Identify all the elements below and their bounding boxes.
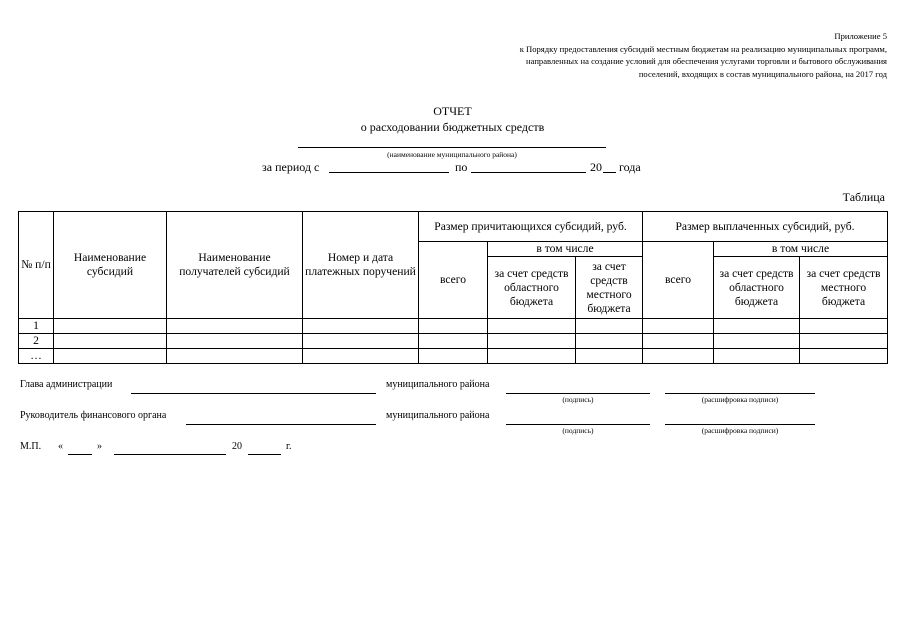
head-name-field[interactable] bbox=[131, 393, 376, 394]
head-signature-caption: (подпись) bbox=[562, 395, 594, 404]
table-cell[interactable] bbox=[419, 334, 488, 349]
date-year-prefix: 20 bbox=[232, 441, 242, 452]
table-cell[interactable] bbox=[167, 334, 303, 349]
table-cell[interactable] bbox=[800, 334, 888, 349]
head-decode-caption: (расшифровка подписи) bbox=[701, 395, 779, 404]
period-year-field[interactable] bbox=[603, 172, 616, 173]
head-label: Глава администрации bbox=[20, 379, 113, 390]
table-cell[interactable] bbox=[488, 334, 576, 349]
date-year-suffix: г. bbox=[286, 441, 292, 452]
table-cell[interactable] bbox=[714, 319, 800, 334]
report-table bbox=[18, 211, 888, 364]
header-paid-total: всего bbox=[643, 242, 714, 319]
row-number: … bbox=[19, 349, 54, 364]
header-due-including: в том числе bbox=[488, 242, 643, 257]
period-prefix: за период с bbox=[262, 160, 320, 174]
table-cell[interactable] bbox=[54, 334, 167, 349]
table-cell[interactable] bbox=[576, 349, 643, 364]
finance-decode-field[interactable] bbox=[665, 424, 815, 425]
header-due-local: за счет средств местного бюджета bbox=[576, 257, 643, 319]
period-start-field[interactable] bbox=[329, 172, 449, 173]
table-cell[interactable] bbox=[303, 319, 419, 334]
table-cell[interactable] bbox=[54, 349, 167, 364]
appendix-line-1: Приложение 5 bbox=[834, 31, 887, 41]
header-due-group: Размер причитающихся субсидий, руб. bbox=[419, 212, 643, 242]
head-region-label: муниципального района bbox=[386, 379, 490, 390]
table-row bbox=[19, 334, 888, 349]
table-row bbox=[19, 319, 888, 334]
table-cell[interactable] bbox=[303, 334, 419, 349]
table-cell[interactable] bbox=[488, 319, 576, 334]
period-mid: по bbox=[455, 160, 468, 174]
date-quote-close: » bbox=[97, 441, 102, 452]
table-cell[interactable] bbox=[167, 319, 303, 334]
appendix-line-3: направленных на создание условий для обеспечения услугами торговли и бытового обслуживания bbox=[526, 56, 887, 67]
table-cell[interactable] bbox=[419, 319, 488, 334]
table-cell[interactable] bbox=[576, 319, 643, 334]
table-cell[interactable] bbox=[800, 319, 888, 334]
finance-label: Руководитель финансового органа bbox=[20, 410, 167, 421]
period-suffix: года bbox=[619, 160, 641, 174]
head-decode-field[interactable] bbox=[665, 393, 815, 394]
header-paid-group: Размер выплаченных субсидий, руб. bbox=[643, 212, 888, 242]
table-cell[interactable] bbox=[576, 334, 643, 349]
period-end-field[interactable] bbox=[471, 172, 586, 173]
table-cell[interactable] bbox=[714, 349, 800, 364]
appendix-line-2: к Порядку предоставления субсидий местным бюджетам на реализацию муниципальных программ, bbox=[519, 43, 887, 54]
table-cell[interactable] bbox=[303, 349, 419, 364]
finance-name-field[interactable] bbox=[186, 424, 376, 425]
header-payment-orders: Номер и дата платежных поручений bbox=[303, 212, 419, 319]
table-cell[interactable] bbox=[643, 349, 714, 364]
table-cell[interactable] bbox=[643, 334, 714, 349]
finance-region-label: муниципального района bbox=[386, 410, 490, 421]
report-title: ОТЧЕТ bbox=[433, 104, 472, 118]
stamp-label: М.П. bbox=[20, 441, 42, 452]
finance-decode-caption: (расшифровка подписи) bbox=[701, 426, 779, 435]
finance-signature-field[interactable] bbox=[506, 424, 650, 425]
appendix-line-4: поселений, входящих в состав муниципального района, на 2017 год bbox=[638, 68, 887, 79]
finance-signature-caption: (подпись) bbox=[562, 426, 594, 435]
table-cell[interactable] bbox=[54, 319, 167, 334]
date-quote-open: « bbox=[58, 441, 63, 452]
header-paid-regional: за счет средств областного бюджета bbox=[714, 257, 800, 319]
appendix-header bbox=[427, 30, 887, 80]
table-cell[interactable] bbox=[488, 349, 576, 364]
date-year-field[interactable] bbox=[248, 454, 281, 455]
municipality-line[interactable] bbox=[298, 147, 606, 148]
header-due-total: всего bbox=[419, 242, 488, 319]
table-cell[interactable] bbox=[714, 334, 800, 349]
date-month-field[interactable] bbox=[114, 454, 226, 455]
table-cell[interactable] bbox=[643, 319, 714, 334]
row-number: 2 bbox=[19, 334, 54, 349]
table-label: Таблица bbox=[842, 190, 885, 204]
header-subsidy-name: Наименование субсидий bbox=[54, 212, 167, 319]
row-number: 1 bbox=[19, 319, 54, 334]
header-paid-local: за счет средств местного бюджета bbox=[800, 257, 888, 319]
report-subtitle: о расходовании бюджетных средств bbox=[360, 120, 545, 134]
header-paid-including: в том числе bbox=[714, 242, 888, 257]
date-day-field[interactable] bbox=[68, 454, 92, 455]
table-cell[interactable] bbox=[800, 349, 888, 364]
table-row bbox=[19, 349, 888, 364]
header-due-regional: за счет средств областного бюджета bbox=[488, 257, 576, 319]
table-cell[interactable] bbox=[419, 349, 488, 364]
table-cell[interactable] bbox=[167, 349, 303, 364]
head-signature-field[interactable] bbox=[506, 393, 650, 394]
header-recipients: Наименование получателей субсидий bbox=[167, 212, 303, 319]
period-year-prefix: 20 bbox=[590, 160, 602, 174]
header-number: № п/п bbox=[19, 212, 54, 319]
municipality-caption: (наименование муниципального района) bbox=[387, 150, 517, 159]
